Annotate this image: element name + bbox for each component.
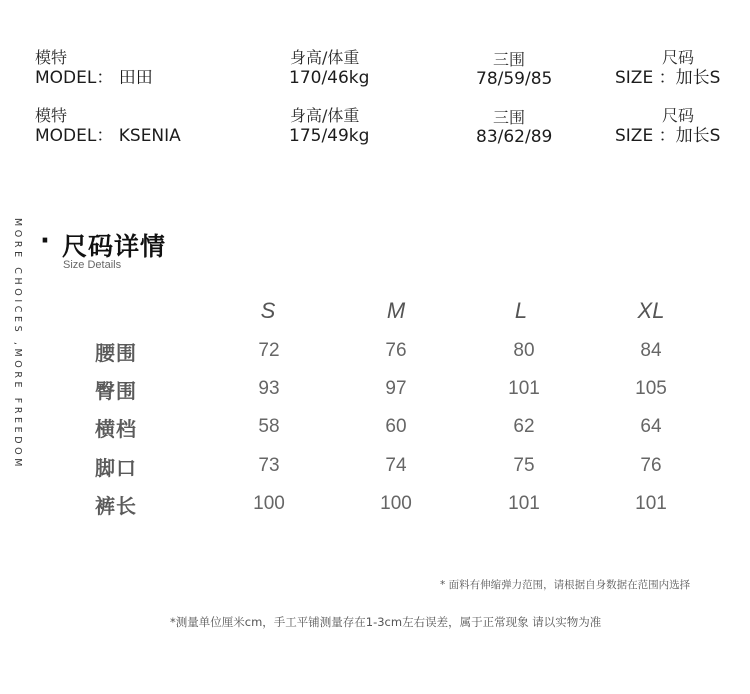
table-cell: 93 [258,378,280,399]
table-cell: 76 [640,455,662,476]
table-cell: 101 [508,378,540,399]
height-weight-label: 身高/体重 [290,48,360,67]
size-label: 尺码 [662,48,695,67]
model-name: MODEL： 田田 [35,68,153,88]
model-name: MODEL： KSENIA [35,126,181,146]
table-cell: 100 [380,493,412,514]
fabric-note: * 面料有伸缩弹力范围，请根据自身数据在范围内选择 [440,579,691,591]
model-label: 模特 [35,106,68,125]
table-cell: 74 [385,455,407,476]
table-cell: 101 [635,493,667,514]
measurements-value: 78/59/85 [476,69,553,89]
table-cell: 105 [635,378,667,399]
table-cell: 60 [385,416,407,437]
row-label-length: 裤长 [95,494,137,518]
height-weight-label: 身高/体重 [290,106,360,125]
table-cell: 80 [513,340,535,361]
table-cell: 72 [258,340,280,361]
section-subtitle: Size Details [63,259,122,271]
size-value: SIZE ：加长S [615,68,721,88]
size-value: SIZE ：加长S [615,126,721,146]
row-label-hem: 脚口 [95,456,137,480]
size-label: 尺码 [662,106,695,125]
table-cell: 62 [513,416,535,437]
size-column-header: XL [637,298,665,323]
model-label: 模特 [35,48,68,67]
measurements-value: 83/62/89 [476,127,553,147]
table-cell: 100 [253,493,285,514]
table-cell: 58 [258,416,280,437]
row-label-thigh: 横档 [95,417,137,441]
measurements-label: 三围 [493,108,526,127]
table-cell: 76 [385,340,407,361]
row-label-hip: 臀围 [95,379,137,403]
size-column-header: M [386,298,406,323]
table-cell: 84 [640,340,662,361]
table-cell: 73 [258,455,280,476]
row-label-waist: 腰围 [95,341,137,365]
side-slogan: MORE CHOICES ,MORE FREEDOM [12,218,23,471]
section-bullet: · [40,226,50,256]
table-cell: 97 [385,378,407,399]
table-cell: 64 [640,416,662,437]
measure-note: *测量单位厘米cm，手工平铺测量存在1-3cm左右误差，属于正常现象 请以实物为准 [170,615,602,629]
table-cell: 75 [513,455,535,476]
table-cell: 101 [508,493,540,514]
size-column-header: S [260,298,276,323]
height-weight-value: 170/46kg [289,68,370,88]
height-weight-value: 175/49kg [289,126,370,146]
size-column-header: L [514,298,528,323]
measurements-label: 三围 [493,50,526,69]
section-title: 尺码详情 [62,232,167,261]
